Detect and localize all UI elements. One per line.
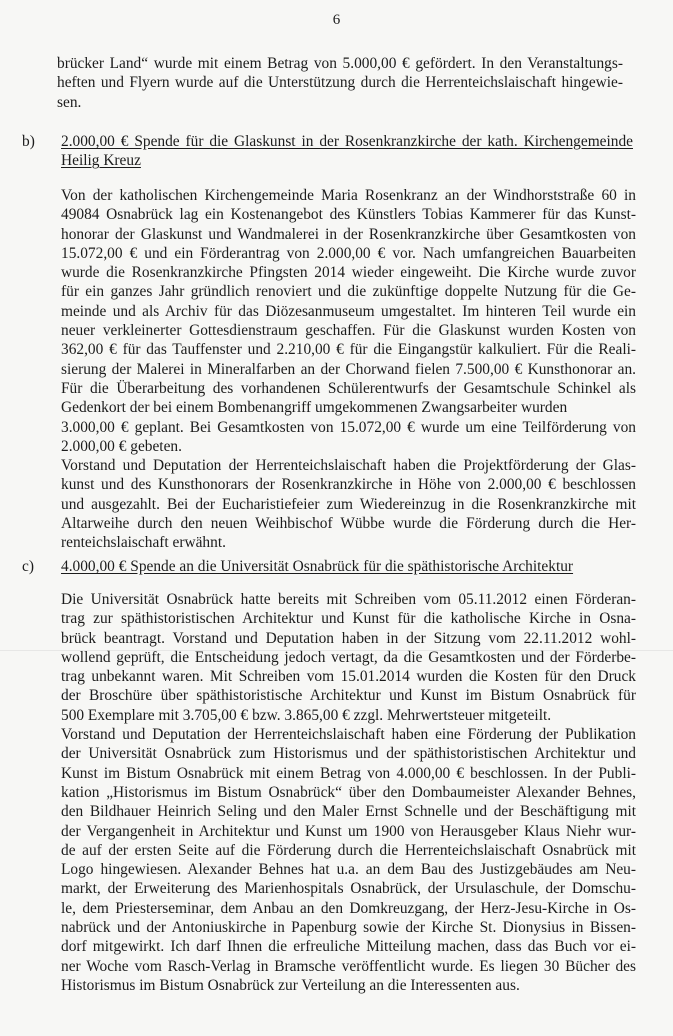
text-line: den Bildhauer Heinrich Seling und den Maler Ernst Schnelle und der Beschäftigung mit: [61, 803, 636, 821]
text-line: und ausgezahlt. Bei der Eucharistiefeier zum Wiedereinzug in die Rosenkranzkirche mit: [61, 495, 636, 513]
heading-line: Heilig Kreuz: [61, 152, 141, 170]
text-line: renteichslaischaft erwähnt.: [61, 534, 226, 552]
text-line: Die Universität Osnabrück hatte bereits mit Schreiben vom 05.11.2012 einen Förderan-: [61, 591, 636, 608]
text-line: trag unbekannt waren. Mit Schreiben vom 15.01.2014 wurden die Kosten für den Druck: [61, 668, 636, 686]
text-line: brück beantragt. Vorstand und Deputation haben in der Sitzung vom 22.11.2012 wohl-: [61, 629, 636, 647]
text-line: Für die Überarbeitung des vorhandenen Schülerentwurfs der Gesamtschule Schinkel als: [61, 379, 636, 397]
text-line: brücker Land“ wurde mit einem Betrag von 5.000,00 € gefördert. In den Veranstaltungs-: [57, 55, 623, 72]
text-line: kunst und des Kunsthonorars der Rosenkranzkirche in Höhe von 2.000,00 € beschlossen: [61, 476, 636, 494]
text-line: meinde und als Archiv für das Diözesanmuseum umgestaltet. Im hinteren Teil wurde ein: [61, 302, 636, 320]
text-line: Altarweihe durch den neuen Weihbischof Wübbe wurde die Förderung durch die Her-: [61, 515, 636, 533]
text-line: wollend geprüft, die Entscheidung jedoch vertagt, da die Gesamtkosten und der Förderbe-: [61, 648, 636, 666]
text-line: der Universität Osnabrück zum Historismus und der späthistoristischen Architektur und: [61, 745, 636, 763]
text-line: 500 Exemplare mit 3.705,00 € bzw. 3.865,00 € zzgl. Mehrwertsteuer mitgeteilt.: [61, 706, 552, 724]
section-b-heading: [61, 132, 633, 171]
heading-line: 4.000,00 € Spende an die Universität Osnabrück für die späthistorische Architektur: [61, 558, 574, 575]
section-b-body: [61, 186, 636, 553]
text-line: 362,00 € für das Tauffenster und 2.210,00 € für die Eingangstür kalkuliert. Für die Reali-: [61, 341, 636, 359]
text-line: Von der katholischen Kirchengemeinde Maria Rosenkranz an der Windhorststraße 60 in: [61, 187, 636, 204]
text-line: 49084 Osnabrück lag ein Kostenangebot des Künstlers Tobias Kammerer für das Kunst-: [61, 206, 636, 224]
text-line: markt, der Erweiterung des Marienhospitals Osnabrück, der Ursulaschule, der Domschu-: [61, 880, 636, 898]
text-line: Historismus im Bistum Osnabrück zur Verteilung an die Interessenten aus.: [61, 976, 520, 994]
text-line: trag zur späthistoristischen Architektur und Kunst für die katholische Kirche in Osna-: [61, 610, 636, 628]
section-c-body: [61, 590, 636, 995]
text-line: wurde die Rosenkranzkirche Pfingsten 2014 wieder eingeweiht. Die Kirche wurde zuvor: [61, 264, 636, 282]
text-line: der Broschüre über späthistoristische Architektur und Kunst im Bistum Osnabrück für: [61, 687, 636, 705]
text-line: neuer verkleinerter Gottesdienstraum geschaffen. Für die Glaskunst wurden Kosten von: [61, 322, 636, 340]
text-line: sierung der Malerei in Mineralfarben an der Chorwand fielen 7.500,00 € Kunsthonorar an.: [61, 360, 636, 378]
text-line: Kunst im Bistum Osnabrück mit einem Betrag von 4.000,00 € beschlossen. In der Publi-: [61, 764, 636, 782]
section-c-heading: [61, 557, 601, 576]
text-line: nabrück und der Antoniuskirche in Papenburg sowie der Kirche St. Dionysius in Bissen-: [61, 919, 636, 937]
text-line: ner Woche vom Rasch-Verlag in Bramsche veröffentlicht wurde. Es liegen 30 Bücher des: [61, 957, 636, 975]
text-line: de auf der ersten Seite auf die Förderung durch die Herrenteichslaischaft Osnabrück mit: [61, 841, 636, 859]
text-line: Logo hingewiesen. Alexander Behnes hat u.a. an dem Bau des Justizgebäudes am Neu-: [61, 861, 636, 879]
text-line: heften und Flyern wurde auf die Unterstützung durch die Herrenteichslaischaft hingewie-: [57, 74, 623, 92]
text-line: Vorstand und Deputation der Herrenteichslaischaft haben eine Förderung der Publikation: [61, 726, 636, 744]
page-number: 6: [332, 12, 341, 28]
text-line: Gedenkort der bei einem Bombenangriff umgekommenen Zwangsarbeiter wurden: [61, 399, 568, 417]
text-line: 3.000,00 € geplant. Bei Gesamtkosten von 15.072,00 € wurde um eine Teilförderung von: [61, 418, 636, 436]
intro-paragraph: [57, 54, 623, 112]
section-b-label: b): [22, 133, 35, 150]
text-line: 15.072,00 € und ein Förderantrag von 2.000,00 € vor. Nach umfangreichen Bauarbeiten: [61, 244, 636, 262]
text-line: sen.: [57, 93, 82, 111]
text-line: 2.000,00 € gebeten.: [61, 437, 182, 455]
text-line: le, dem Priesterseminar, dem Anbau an den Domkreuzgang, der Herz-Jesu-Kirche in Os-: [61, 899, 636, 917]
text-line: für ein ganzes Jahr gründlich renoviert und die zukünftige doppelte Nutzung für die Ge-: [61, 283, 636, 301]
text-line: der Vergangenheit in Architektur und Kunst um 1900 von Herausgeber Klaus Niehr wur-: [61, 822, 636, 840]
text-line: honorar der Glaskunst und Wandmalerei in der Rosenkranzkirche über Gesamtkosten von: [61, 225, 636, 243]
section-c-label: c): [22, 558, 34, 575]
heading-line: 2.000,00 € Spende für die Glaskunst in der Rosenkranzkirche der kath. Kirchengemeinde: [61, 133, 633, 150]
text-line: dorf mitgewirkt. Ich darf Ihnen die erfreuliche Mitteilung machen, dass das Buch vor ei-: [61, 938, 636, 956]
text-line: kation „Historismus im Bistum Osnabrück“ über den Dombaumeister Alexander Behnes,: [61, 783, 636, 801]
text-line: Vorstand und Deputation der Herrenteichslaischaft haben die Projektförderung der Glas-: [61, 457, 636, 475]
